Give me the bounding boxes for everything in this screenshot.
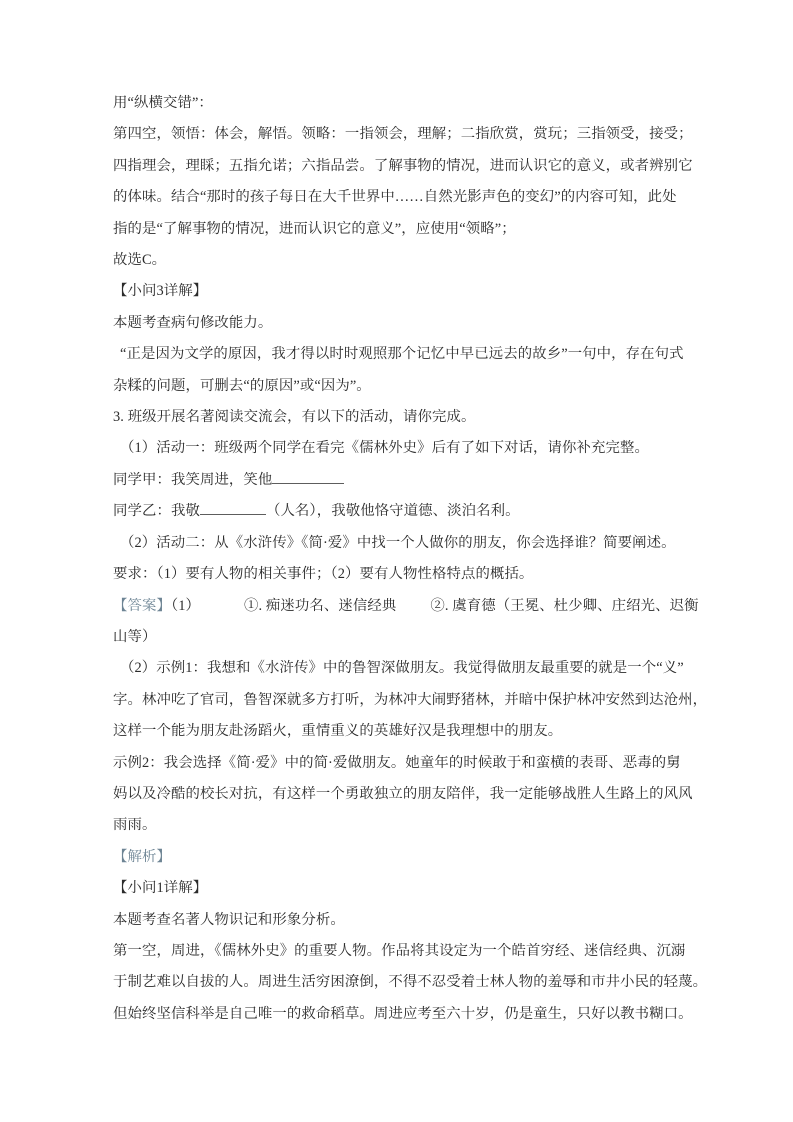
paragraph-line: “正是因为文学的原因，我才得以时时观照那个记忆中早已远去的故乡”一句中，存在句式	[120, 346, 684, 363]
paragraph-line: 指的是“了解事物的情况，进而认识它的意义”，应使用“领略”；	[113, 220, 516, 237]
section-heading-xiaowen-3: 【小问3详解】	[113, 283, 208, 300]
paragraph-line: 妈以及冷酷的校长对抗，有这样一个勇敢独立的朋友陪伴，我一定能够战胜人生路上的风风	[113, 785, 693, 802]
answer-example-2-line: 示例2：我会选择《简·爱》中的简·爱做朋友。她童年的时候敢于和蛮横的表哥、恶毒的舅	[113, 754, 681, 771]
section-heading-xiaowen-1: 【小问1详解】	[113, 880, 208, 897]
paragraph-line: 故选C。	[113, 252, 167, 269]
answer-label: 【答案】	[113, 597, 171, 614]
paragraph-line: 于制艺难以自拔的人。周进生活穷困潦倒，不得不忍受着士林人物的羞辱和市井小民的轻蔑。	[113, 974, 708, 991]
requirements-line: 要求：（1）要有人物的相关事件；（2）要有人物性格特点的概括。	[113, 566, 534, 583]
answer-section-line	[113, 591, 699, 622]
paragraph-line: 本题考查病句修改能力。	[113, 314, 273, 331]
answer-example-1-line: （2）示例1：我想和《水浒传》中的鲁智深做朋友。我觉得做朋友最重要的就是一个“义”	[120, 660, 684, 677]
paragraph-line: 用“纵横交错”：	[113, 95, 213, 111]
activity-1-prompt: （1）活动一：班级两个同学在看完《儒林外史》后有了如下对话，请你补充完整。	[120, 440, 649, 457]
dialogue-line-student-a	[113, 465, 681, 496]
analysis-label: 【解析】	[113, 848, 171, 865]
answer-item-2: ②. 虞育德（王冕、杜少卿、庄绍光、迟衡	[430, 597, 699, 614]
question-3-stem: 3. 班级开展名著阅读交流会，有以下的活动，请你完成。	[113, 409, 476, 426]
paragraph-line: 第一空，周进，《儒林外史》的重要人物。作品将其设定为一个皓首穷经、迷信经典、沉溺	[113, 942, 686, 959]
paragraph-line: 但始终坚信科举是自己唯一的救命稻草。周进应考至六十岁，仍是童生，只好以教书糊口。	[113, 1005, 693, 1022]
answer-blank-1[interactable]	[272, 483, 344, 484]
paragraph-line: 山等）	[113, 628, 157, 645]
dialogue-text-b-suffix: （人名），我敬他恪守道德、淡泊名利。	[265, 503, 520, 520]
paragraph-line: 第四空，领悟：体会，解悟。领略：一指领会，理解；二指欣赏，赏玩；三指领受，接受；	[113, 126, 693, 143]
dialogue-line-student-b	[113, 496, 681, 527]
paragraph-line: 的体味。结合“那时的孩子每日在大千世界中……自然光影声色的变幻”的内容可知，此处	[113, 189, 677, 206]
answer-part-number: （1）	[170, 597, 201, 614]
dialogue-text-a: 同学甲：我笑周进，笑他	[113, 471, 273, 488]
answer-item-1: ①. 痴迷功名、迷信经典	[244, 597, 397, 614]
paragraph-line: 雨雨。	[113, 817, 157, 834]
document-text-block	[113, 88, 708, 1030]
activity-2-prompt: （2）活动二：从《水浒传》《简·爱》中找一个人做你的朋友，你会选择谁？简要阐述。	[120, 534, 676, 551]
paragraph-line: 四指理会，理睬；五指允诺；六指品尝。了解事物的情况，进而认识它的意义，或者辨别它	[113, 157, 693, 174]
answer-blank-2[interactable]	[200, 514, 266, 515]
dialogue-text-b-prefix: 同学乙：我敬	[113, 503, 200, 520]
paragraph-line: 字。林冲吃了官司，鲁智深就多方打听，为林冲大闹野猪林，并暗中保护林冲安然到达沧州，	[113, 691, 708, 708]
analysis-section-line	[113, 842, 681, 873]
paragraph-line: 杂糅的问题，可删去“的原因”或“因为”。	[113, 377, 371, 394]
paragraph-line: 本题考查名著人物识记和形象分析。	[113, 911, 345, 928]
paragraph-line: 这样一个能为朋友赴汤蹈火，重情重义的英雄好汉是我理想中的朋友。	[113, 723, 563, 740]
